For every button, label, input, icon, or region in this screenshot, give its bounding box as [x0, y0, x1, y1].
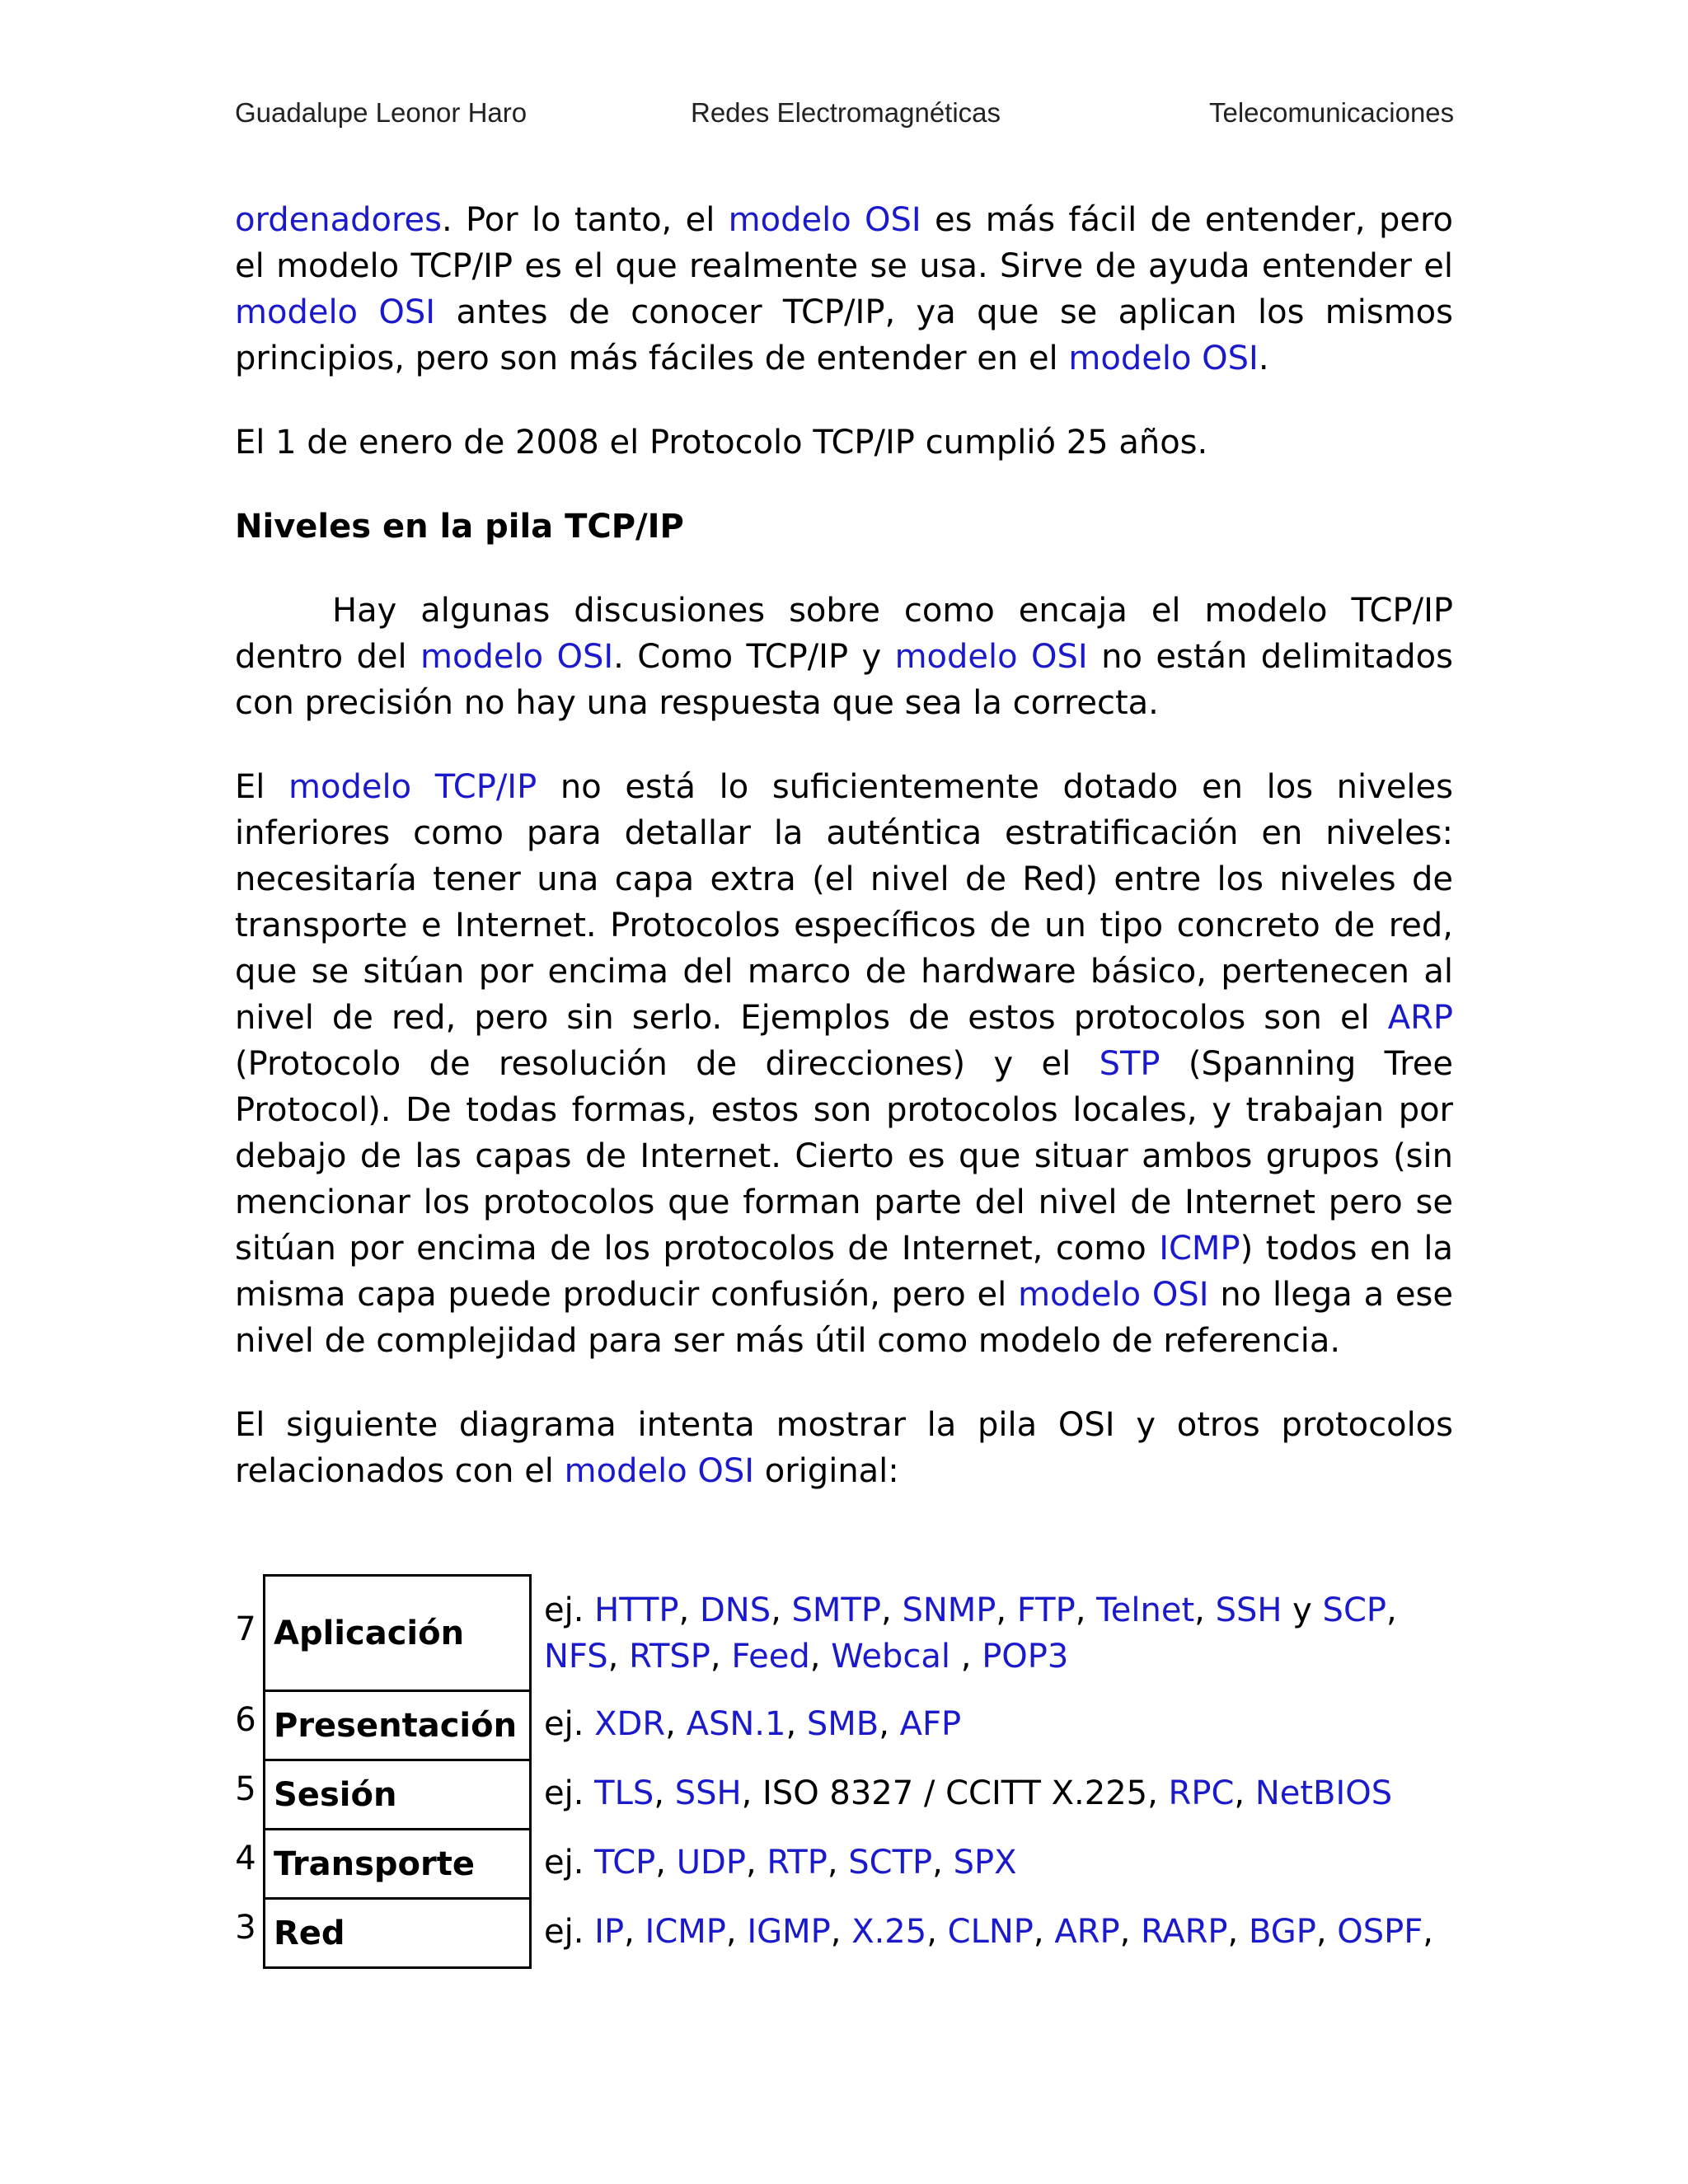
layer-number: 6: [235, 1701, 256, 1739]
layer-examples: ej. HTTP, DNS, SMTP, SNMP, FTP, Telnet, SSH y SCP, NFS, RTSP, Feed, Webcal , POP3: [544, 1591, 1397, 1675]
link-icmp[interactable]: ICMP: [1159, 1230, 1240, 1268]
section-heading: Niveles en la pila TCP/IP: [235, 508, 684, 546]
protocol-link[interactable]: TLS: [594, 1774, 654, 1812]
protocol-link[interactable]: SCTP: [848, 1844, 933, 1882]
protocol-link[interactable]: SNMP: [902, 1591, 996, 1629]
text-span: . Como TCP/IP y: [613, 638, 895, 676]
text-span: (Protocolo de resolución de direcciones) y el: [235, 1045, 1100, 1083]
protocol-link[interactable]: X.25: [851, 1913, 927, 1951]
example-prefix: ej.: [544, 1705, 595, 1743]
protocol-link[interactable]: ASN.1: [686, 1705, 786, 1743]
protocol-link[interactable]: XDR: [594, 1705, 666, 1743]
text-span: Hay algunas discusiones sobre como encaja el modelo TCP/IP dentro del: [235, 592, 1453, 676]
paragraph-osi-intro: [235, 197, 1453, 382]
link-modelo-tcpip[interactable]: modelo TCP/IP: [288, 768, 537, 806]
layer-name: Sesión: [274, 1775, 397, 1814]
text-span: El: [235, 768, 289, 806]
protocol-link[interactable]: DNS: [699, 1591, 771, 1629]
link-modelo-osi[interactable]: modelo OSI: [420, 638, 614, 676]
layer-examples: ej. TLS, SSH, ISO 8327 / CCITT X.225, RPC, NetBIOS: [544, 1774, 1393, 1812]
text-span: . Por lo tanto, el: [441, 201, 729, 239]
example-prefix: ej.: [544, 1844, 595, 1882]
text-span: El siguiente diagrama intenta mostrar la pila OSI y otros protocolos relacionados con el: [235, 1406, 1453, 1490]
protocol-link[interactable]: UDP: [676, 1844, 746, 1882]
protocol-link[interactable]: SMTP: [791, 1591, 881, 1629]
protocol-link[interactable]: ARP: [1054, 1913, 1120, 1951]
protocol-link[interactable]: FTP: [1016, 1591, 1076, 1629]
protocol-link[interactable]: RARP: [1141, 1913, 1228, 1951]
protocol-link[interactable]: TCP: [594, 1844, 656, 1882]
joiner-word: y: [1292, 1591, 1312, 1629]
link-ordenadores[interactable]: ordenadores: [235, 201, 442, 239]
link-modelo-osi[interactable]: modelo OSI: [1068, 340, 1259, 377]
text-span: .: [1258, 340, 1269, 377]
protocol-link[interactable]: RPC: [1168, 1774, 1235, 1812]
protocol-link[interactable]: SSH: [1215, 1591, 1282, 1629]
layer-number: 5: [235, 1770, 256, 1808]
header-author: Guadalupe Leonor Haro: [235, 97, 528, 128]
text-span: no llega a ese nivel de complejidad para ser más útil como modelo de referencia.: [235, 1276, 1453, 1360]
text-span: es más fácil de entender, pero el modelo TCP/IP es el que realmente se usa. Sirve de ayuda entender el: [235, 201, 1453, 285]
paragraph-discussion: [235, 588, 1453, 726]
text-span: antes de conocer TCP/IP, ya que se aplican los mismos principios, pero son más fáciles de entender en el: [235, 293, 1453, 377]
layer-number: 7: [235, 1610, 256, 1648]
paragraph-anniversary: El 1 de enero de 2008 el Protocolo TCP/IP cumplió 25 años.: [235, 424, 1208, 462]
protocol-link[interactable]: OSPF: [1337, 1913, 1423, 1951]
protocol-link[interactable]: RTSP: [629, 1638, 710, 1675]
protocol-link[interactable]: NetBIOS: [1254, 1774, 1393, 1812]
link-arp[interactable]: ARP: [1387, 999, 1453, 1037]
protocol-link[interactable]: IGMP: [747, 1913, 831, 1951]
link-stp[interactable]: STP: [1099, 1045, 1160, 1083]
layer-name-cell: [263, 1897, 532, 1969]
protocol-link[interactable]: Telnet: [1096, 1591, 1195, 1629]
protocol-link[interactable]: RTP: [767, 1844, 828, 1882]
protocol-link[interactable]: SMB: [806, 1705, 879, 1743]
layer-name-cell: [263, 1828, 532, 1900]
example-prefix: ej.: [544, 1591, 595, 1629]
protocol-link[interactable]: NFS: [544, 1638, 608, 1675]
plain-protocol: ISO 8327 / CCITT X.225: [762, 1774, 1148, 1812]
protocol-link[interactable]: Webcal: [831, 1638, 951, 1675]
layer-name-cell: [263, 1759, 532, 1830]
layer-examples: ej. TCP, UDP, RTP, SCTP, SPX: [544, 1844, 1017, 1882]
link-modelo-osi[interactable]: modelo OSI: [894, 638, 1088, 676]
protocol-link[interactable]: AFP: [899, 1705, 962, 1743]
layer-number: 3: [235, 1909, 256, 1947]
link-modelo-osi[interactable]: modelo OSI: [1018, 1276, 1209, 1314]
document-body: [235, 197, 1453, 1532]
paragraph-diagram-intro: [235, 1402, 1453, 1494]
header-subject: Telecomunicaciones: [1209, 97, 1455, 128]
layer-name: Presentación: [274, 1706, 518, 1745]
paragraph-tcpip-levels: [235, 764, 1453, 1364]
text-span: ) todos en la misma capa puede producir confusión, pero el: [235, 1230, 1453, 1314]
layer-name: Transporte: [274, 1844, 475, 1883]
layer-examples: ej. IP, ICMP, IGMP, X.25, CLNP, ARP, RARP, BGP, OSPF,: [544, 1913, 1433, 1951]
link-modelo-osi[interactable]: modelo OSI: [564, 1452, 755, 1490]
protocol-link[interactable]: IP: [594, 1913, 625, 1951]
layer-name: Red: [274, 1914, 345, 1952]
layer-name: Aplicación: [274, 1614, 465, 1652]
example-prefix: ej.: [544, 1774, 595, 1812]
layer-name-cell: [263, 1574, 532, 1692]
link-modelo-osi[interactable]: modelo OSI: [728, 201, 921, 239]
layer-examples: ej. XDR, ASN.1, SMB, AFP: [544, 1705, 962, 1743]
protocol-link[interactable]: ICMP: [645, 1913, 726, 1951]
protocol-link[interactable]: POP3: [982, 1638, 1069, 1675]
protocol-link[interactable]: SSH: [674, 1774, 742, 1812]
protocol-link[interactable]: SCP: [1322, 1591, 1386, 1629]
layer-name-cell: [263, 1690, 532, 1761]
text-span: original:: [754, 1452, 899, 1490]
header-title: Redes Electromagnéticas: [691, 97, 1001, 128]
protocol-link[interactable]: BGP: [1248, 1913, 1316, 1951]
example-prefix: ej.: [544, 1913, 595, 1951]
protocol-link[interactable]: Feed: [731, 1638, 810, 1675]
text-span: (Spanning Tree Protocol). De todas formas, estos son protocolos locales, y trabajan por debajo de las capas de Internet. Cierto es que situar ambos grupos (sin mencionar los protocolos que forman parte del nivel de Internet pero se sitúan por encima de los protocolos de Internet, como: [235, 1045, 1453, 1268]
text-span: no está lo suficientemente dotado en los niveles inferiores como para detallar la auténtica estratificación en niveles: necesitaría tener una capa extra (el nivel de Red) entre los niveles de transporte e Internet. Protocolos específicos de un tipo concreto de red, que se sitúan por encima del marco de hardware básico, pertenecen al nivel de red, pero sin serlo. Ejemplos de estos protocolos son el: [235, 768, 1453, 1037]
link-modelo-osi[interactable]: modelo OSI: [235, 293, 436, 331]
layer-number: 4: [235, 1840, 256, 1877]
text-span: no están delimitados con precisión no hay una respuesta que sea la correcta.: [235, 638, 1453, 722]
protocol-link[interactable]: CLNP: [947, 1913, 1034, 1951]
protocol-link[interactable]: SPX: [953, 1844, 1017, 1882]
protocol-link[interactable]: HTTP: [594, 1591, 679, 1629]
